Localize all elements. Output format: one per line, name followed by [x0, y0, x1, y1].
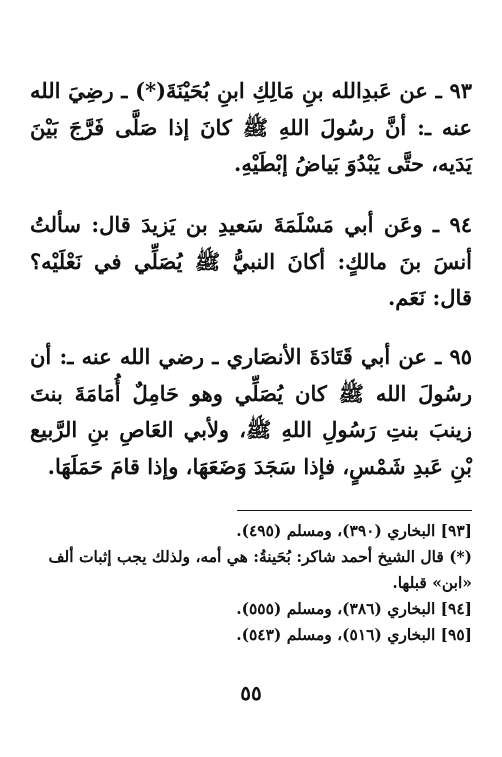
hadith-text: ـ وعَن أبي مَسْلَمَةَ سَعيدِ بن يَزيدَ قال: سألتُ أنسَ بنَ مالكٍ: أكانَ النبيُّ ﷺ يُصَلِّي في نَعْلَيْه؟ قال: نَعَم.: [30, 212, 472, 310]
hadith-text: ـ عن أبي قَتَادَةَ الأنصَاري ـ رضي الله عنه ـ: أن رسُولَ الله ﷺ كان يُصَلِّي وهو حَامِلٌ أُمَامَةَ بنتَ زينبَ بنتِ رَسُولِ اللهِ ﷺ، ولأبي العَاصِ بنِ الرَّبيع بْنِ عَبدِ شَمْسٍ، فإذا سَجَدَ وَضَعَهَا، وإذا قامَ حَمَلَهَا.: [30, 344, 472, 479]
hadith-text: ـ عن عَبدِالله بنِ مَالِكِ ابنِ بُحَيْنَةَ(*) ـ رضِيَ الله عنه ـ: أنَّ رسُولَ اللهِ ﷺ كانَ إذا صَلَّى فَرَّجَ بَيْنَ يَدَيه، حتَّى يَبْدُوَ بَياضُ إبْطَيْهِ.: [30, 78, 472, 176]
footnotes: [38, 518, 472, 648]
hadith-93: [30, 73, 472, 183]
hadith-95: [30, 339, 472, 485]
hadith-94: [30, 207, 472, 317]
hadith-number: ٩٣: [449, 78, 472, 103]
footnote-94: [٩٤] البخاري (٣٨٦)، ومسلم (٥٥٥).: [236, 599, 472, 618]
hadith-number: ٩٤: [449, 212, 472, 237]
footnote-divider: [237, 510, 472, 511]
footnote-95: [٩٥] البخاري (٥١٦)، ومسلم (٥٤٣).: [236, 625, 472, 644]
page-number: ٥٥: [240, 681, 262, 705]
footnote-93: [٩٣] البخاري (٣٩٠)، ومسلم (٤٩٥).: [236, 521, 472, 540]
hadith-number: ٩٥: [449, 344, 473, 369]
footnote-note: (*) قال الشيخ أحمد شاكر: بُحَينةُ: هي أمه، ولذلك يجب إثبات ألف «ابن» قبلها.: [48, 547, 472, 592]
